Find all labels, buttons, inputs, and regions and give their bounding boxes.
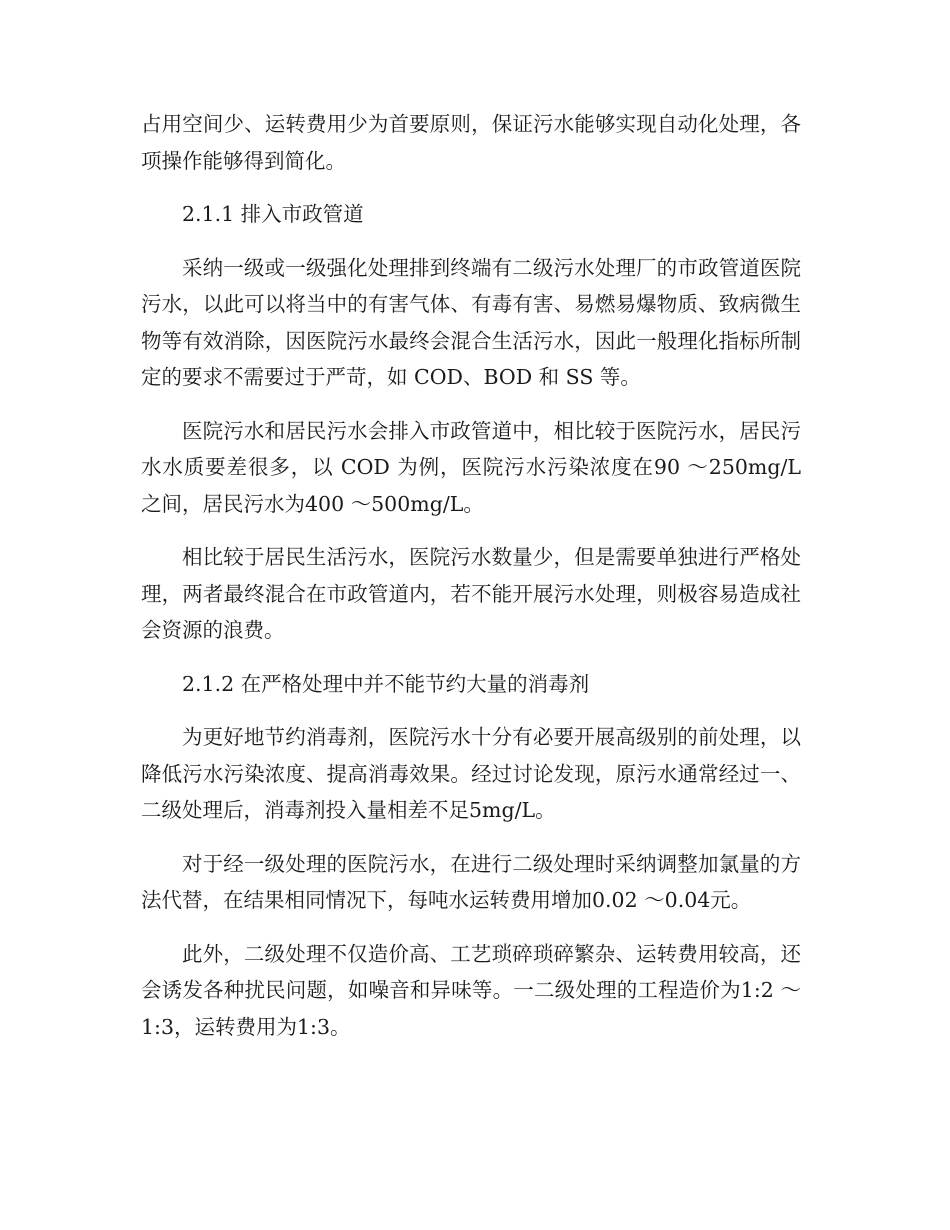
paragraph-cod-comparison: 医院污水和居民污水会排入市政管道中，相比较于医院污水，居民污水水质要差很多，以 COD 为例，医院污水污染浓度在90 ～250mg/L 之间，居民污水为400 ～500mg/L。 — [141, 418, 801, 516]
paragraph-secondary-treatment-cost: 此外，二级处理不仅造价高、工艺琐碎琐碎繁杂、运转费用较高，还会诱发各种扰民问题，如噪音和异味等。一二级处理的工程造价为1:2 ～1:3，运转费用为1:3。 — [141, 941, 801, 1039]
document-body — [141, 106, 801, 1062]
paragraph-resource-waste: 相比较于居民生活污水，医院污水数量少，但是需要单独进行严格处理，两者最终混合在市政管道内，若不能开展污水处理，则极容易造成社会资源的浪费。 — [141, 545, 801, 642]
paragraph-municipal-discharge: 采纳一级或一级强化处理排到终端有二级污水处理厂的市政管道医院污水，以此可以将当中的有害气体、有毒有害、易燃易爆物质、致病微生物等有效消除，因医院污水最终会混合生活污水，因此一般理化指标所制定的要求不需要过于严苛，如 COD、BOD 和 SS 等。 — [141, 255, 801, 389]
section-heading-2-1-1: 2.1.1 排入市政管道 — [182, 202, 364, 226]
paragraph-continuation: 占用空间少、运转费用少为首要原则，保证污水能够实现自动化处理，各项操作能够得到简化。 — [141, 112, 801, 173]
paragraph-chlorine-cost: 对于经一级处理的医院污水，在进行二级处理时采纳调整加氯量的方法代替，在结果相同情况下，每吨水运转费用增加0.02 ～0.04元。 — [141, 851, 801, 912]
paragraph-disinfectant-saving: 为更好地节约消毒剂，医院污水十分有必要开展高级别的前处理，以降低污水污染浓度、提高消毒效果。经过讨论发现，原污水通常经过一、二级处理后，消毒剂投入量相差不足5mg/L。 — [141, 725, 801, 822]
section-heading-2-1-2: 2.1.2 在严格处理中并不能节约大量的消毒剂 — [182, 671, 590, 696]
